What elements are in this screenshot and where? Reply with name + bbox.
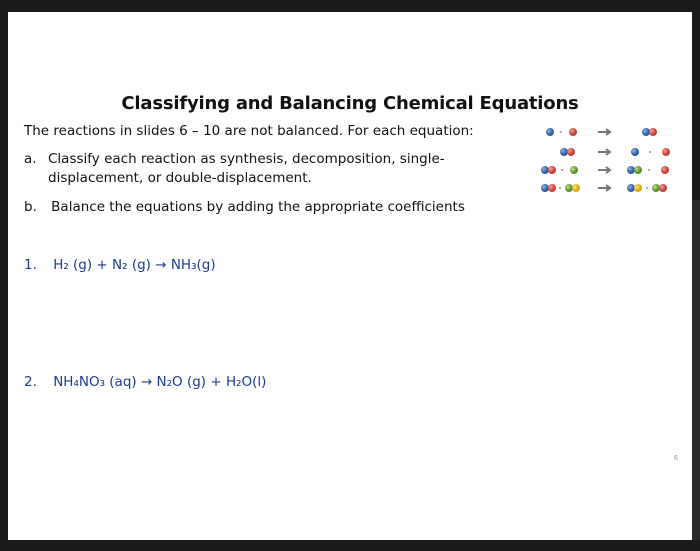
- single-displacement-row: [541, 166, 669, 174]
- slide-title: Classifying and Balancing Chemical Equations: [121, 93, 579, 114]
- equation-1-text: H₂ (g) + N₂ (g) → NH₃(g): [53, 257, 216, 273]
- reaction-types-diagram: [528, 122, 688, 202]
- decomposition-row: [560, 148, 670, 156]
- equation-2: [24, 374, 266, 390]
- intro-text: The reactions in slides 6 – 10 are not balanced. For each equation:: [24, 123, 474, 139]
- page-number: 6: [674, 455, 678, 462]
- equation-2-number: 2.: [24, 374, 37, 390]
- equation-1: [24, 257, 216, 273]
- equation-2-text: NH₄NO₃ (aq) → N₂O (g) + H₂O(l): [53, 374, 267, 390]
- instruction-a-line1: Classify each reaction as synthesis, decomposition, single-: [48, 151, 445, 167]
- instruction-a-line2: displacement, or double-displacement.: [48, 170, 312, 186]
- instruction-b-text: Balance the equations by adding the appropriate coefficients: [51, 199, 465, 215]
- instruction-a-marker: a.: [24, 151, 37, 167]
- instruction-b: [24, 199, 465, 215]
- instruction-b-marker: b.: [24, 199, 37, 215]
- synthesis-row: [546, 128, 657, 136]
- scrollbar[interactable]: [692, 200, 700, 540]
- equation-1-number: 1.: [24, 257, 37, 273]
- double-displacement-row: [541, 184, 667, 192]
- slide: [8, 12, 692, 540]
